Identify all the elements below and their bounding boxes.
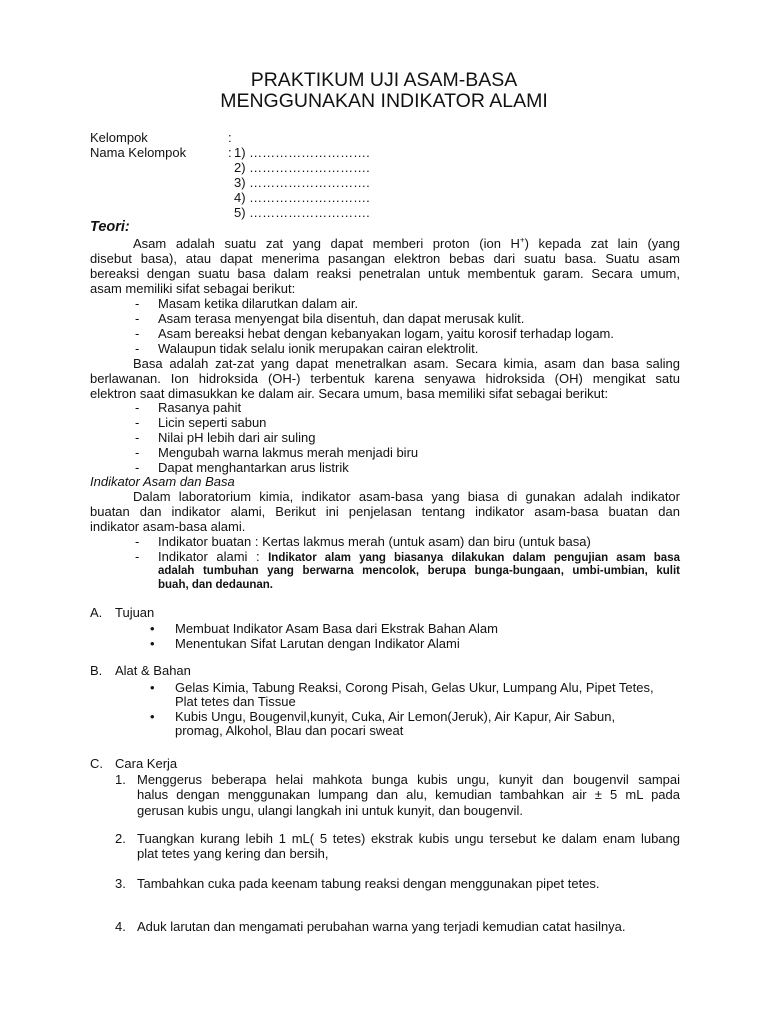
list-item-text: Menentukan Sifat Larutan dengan Indikator Alami <box>175 636 460 651</box>
dash-marker: - <box>135 549 140 564</box>
base-properties-list <box>135 400 680 475</box>
section-a-letter: A. <box>90 605 103 620</box>
paragraph-line: berlawanan. Ion hidroksida (OH-) terbentuk karena senyawa hidroksida (OH) mengikat satu <box>90 371 680 386</box>
list-item-line: Kubis Ungu, Bougenvil,kunyit, Cuka, Air Lemon(Jeruk), Air Kapur, Air Sabun, <box>175 708 616 724</box>
step-line: plat tetes yang kering dan bersih, <box>137 846 329 861</box>
list-item <box>150 681 680 710</box>
dash-marker: - <box>135 326 140 341</box>
nama-kelompok-label: Nama Kelompok <box>90 145 187 160</box>
paragraph-line: Basa adalah zat-zat yang dapat menetralkan asam. Secara kimia, asam dan basa saling <box>133 356 680 371</box>
list-item-line <box>158 550 680 564</box>
section-a-title: Tujuan <box>115 605 155 620</box>
dash-marker: - <box>135 460 140 475</box>
list-item <box>135 460 680 475</box>
section-b-letter: B. <box>90 663 103 678</box>
superscript-plus: + <box>519 235 525 245</box>
list-item-line: Gelas Kimia, Tabung Reaksi, Corong Pisah, Gelas Ukur, Lumpang Alu, Pipet Tetes, <box>175 679 654 695</box>
dash-marker: - <box>135 534 140 549</box>
dash-marker: - <box>135 430 140 445</box>
paragraph-line: buatan dan indikator alami, Berikut ini penjelasan tentang indikator asam-basa buatan dan <box>90 504 680 519</box>
list-item-text: Asam bereaksi hebat dengan kebanyakan logam, yaitu korosif terhadap logam. <box>158 326 615 341</box>
member-line: 1) ………………………. <box>234 145 370 160</box>
section-c-title: Cara Kerja <box>115 756 178 771</box>
paragraph-line: disebut basa), atau dapat menerima pasangan elektron bebas dari suatu basa. Suatu asam <box>90 251 680 266</box>
list-item-line: promag, Alkohol, Blau dan pocari sweat <box>175 723 404 738</box>
kelompok-colon: : <box>228 130 232 145</box>
list-item <box>150 710 680 739</box>
document-title <box>0 70 768 112</box>
step-line: Aduk larutan dan mengamati perubahan warna yang terjadi kemudian catat hasilnya. <box>137 918 626 934</box>
list-item <box>135 400 680 415</box>
step-number: 4. <box>115 918 126 934</box>
step-line: Menggerus beberapa helai mahkota bunga kubis ungu, kunyit dan bougenvil sampai <box>137 771 680 787</box>
list-item-text: Mengubah warna lakmus merah menjadi biru <box>158 445 419 460</box>
dash-marker: - <box>135 296 140 311</box>
paragraph-line: elektron saat dimasukkan ke dalam air. Secara umum, basa memiliki sifat sebagai berikut: <box>90 386 609 401</box>
list-item <box>135 430 680 445</box>
list-item <box>150 621 680 636</box>
list-item-text: Nilai pH lebih dari air suling <box>158 430 316 445</box>
list-item <box>135 445 680 460</box>
step-item <box>115 876 680 892</box>
step-number: 3. <box>115 875 126 891</box>
list-item-text: Indikator buatan : Kertas lakmus merah (untuk asam) dan biru (untuk basa) <box>158 534 591 549</box>
text-segment: ) kepada zat lain (yang <box>524 236 680 251</box>
dash-marker: - <box>135 415 140 430</box>
tujuan-list <box>150 621 680 651</box>
list-item-text: Masam ketika dilarutkan dalam air. <box>158 296 359 311</box>
paragraph-line: bereaksi dengan suatu basa dalam reaksi penetralan untuk membentuk garam. Secara umum, <box>90 266 680 281</box>
acid-paragraph <box>90 236 680 296</box>
list-item <box>150 636 680 651</box>
bullet-marker: • <box>150 679 155 695</box>
bullet-marker: • <box>150 708 155 724</box>
title-line-1: PRAKTIKUM UJI ASAM-BASA <box>250 69 518 91</box>
step-line: gerusan kubis ungu, ulangi langkah ini untuk kunyit, dan bougenvil. <box>137 802 523 818</box>
indicator-alami-label: Indikator alami : <box>158 549 260 564</box>
list-item <box>135 326 680 341</box>
section-b-title: Alat & Bahan <box>115 663 191 678</box>
indicator-heading: Indikator Asam dan Basa <box>90 474 235 489</box>
text-segment: Asam adalah suatu zat yang dapat memberi proton (ion H <box>133 236 520 251</box>
acid-properties-list <box>135 296 680 356</box>
list-item-line: buah, dan dedaunan. <box>158 579 274 591</box>
step-line: Tambahkan cuka pada keenam tabung reaksi dengan menggunakan pipet tetes. <box>137 875 600 891</box>
step-item <box>115 919 680 935</box>
kelompok-label: Kelompok <box>90 130 148 145</box>
paragraph-line: Dalam laboratorium kimia, indikator asam-basa yang biasa di gunakan adalah indikator <box>133 489 680 504</box>
step-item <box>115 772 680 819</box>
nama-kelompok-colon: : <box>228 145 232 160</box>
member-line: 3) ………………………. <box>234 175 370 190</box>
member-line: 5) ………………………. <box>234 205 370 220</box>
list-item-text: Walaupun tidak selalu ionik merupakan cairan elektrolit. <box>158 341 479 356</box>
indicator-paragraph <box>90 489 680 534</box>
list-item-text: Rasanya pahit <box>158 400 242 415</box>
teori-heading: Teori: <box>90 219 130 235</box>
list-item <box>135 311 680 326</box>
list-item-text: Licin seperti sabun <box>158 415 267 430</box>
list-item-line: Plat tetes dan Tissue <box>175 694 296 709</box>
indicator-buatan-list <box>135 534 680 549</box>
list-item-text: Indikator alam yang biasanya dilakukan dalam pengujian asam basa <box>268 552 680 564</box>
paragraph-line: asam memiliki sifat sebagai berikut: <box>90 281 296 296</box>
title-line-2: MENGGUNAKAN INDIKATOR ALAMI <box>220 90 548 112</box>
list-item <box>135 534 680 549</box>
section-c-letter: C. <box>90 756 103 771</box>
member-line: 4) ………………………. <box>234 190 370 205</box>
bullet-marker: • <box>150 621 155 636</box>
bullet-marker: • <box>150 636 155 651</box>
dash-marker: - <box>135 341 140 356</box>
list-item <box>135 296 680 311</box>
dash-marker: - <box>135 400 140 415</box>
paragraph-line <box>90 236 680 251</box>
paragraph-line: indikator asam-basa alami. <box>90 519 246 534</box>
step-number: 1. <box>115 771 126 787</box>
list-item-text: Asam terasa menyengat bila disentuh, dan dapat merusak kulit. <box>158 311 525 326</box>
step-number: 2. <box>115 830 126 846</box>
member-line: 2) ………………………. <box>234 160 370 175</box>
list-item <box>135 415 680 430</box>
indicator-alami-item <box>135 550 680 592</box>
member-list <box>234 145 370 220</box>
list-item-text: Membuat Indikator Asam Basa dari Ekstrak Bahan Alam <box>175 621 498 636</box>
alat-bahan-list <box>150 681 680 739</box>
dash-marker: - <box>135 311 140 326</box>
list-item-line: adalah tumbuhan yang berwarna mencolok, berupa bunga-bungaan, umbi-umbian, kulit <box>158 565 680 577</box>
list-item-text: Dapat menghantarkan arus listrik <box>158 460 349 475</box>
step-item <box>115 831 680 862</box>
step-line: halus dengan menggunakan lumpang dan alu, kemudian tambahkan air ± 5 mL pada <box>137 787 680 802</box>
step-line: Tuangkan kurang lebih 1 mL( 5 tetes) ekstrak kubis ungu tersebut ke dalam enam lubang <box>137 830 680 846</box>
base-paragraph <box>90 356 680 401</box>
list-item <box>135 341 680 356</box>
dash-marker: - <box>135 445 140 460</box>
